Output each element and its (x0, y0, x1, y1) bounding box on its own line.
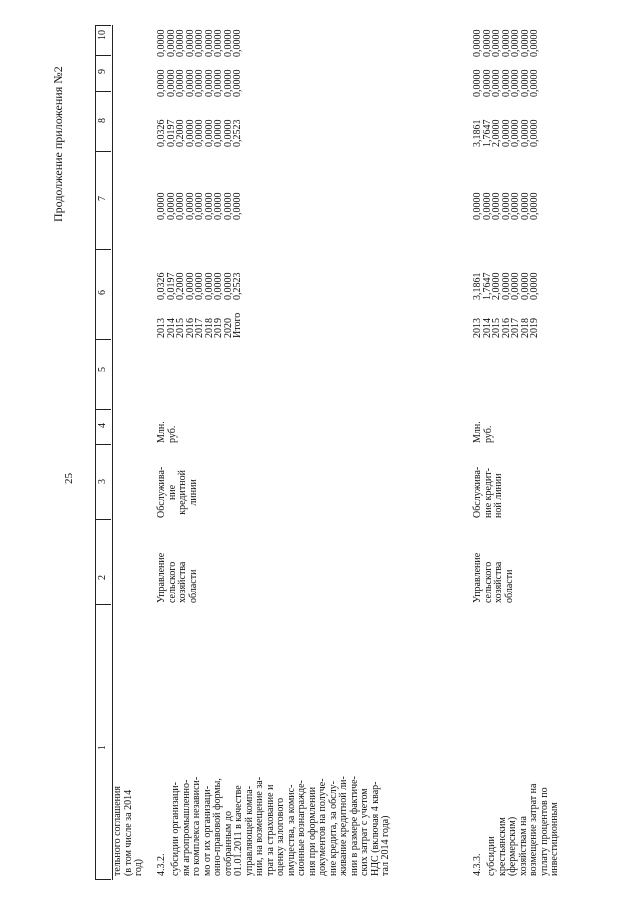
col-header-6: 6 (97, 290, 108, 295)
row-years: 2013 2014 2015 2016 2017 2018 2019 2020 Итого (156, 312, 243, 338)
col-divider (95, 25, 111, 26)
row-unit: Млн. руб. (156, 421, 178, 443)
row-description: субсидии организаци- ям агропромышленно- го комплекса независи- мо от их организаци- онно-правовой формы, отобранным до 01.01.2011 в качестве управляющей компа- нии, на возмещение за- трат за страхование и оценку залогового имущества, за комис- сионные вознагражде- ния при оформлении документов на получе- ние кредита, за обслу- живание кредитной ли- нии в размере фактиче- ских затрат с учетом НДС (включая 4 квар- тал 2014 года) (170, 776, 391, 876)
row-executor: Управление сельского хозяйства области (472, 552, 515, 603)
page-number: 25 (63, 473, 75, 484)
row-years: 2013 2014 2015 2016 2017 2018 2019 (472, 318, 540, 338)
col-divider (95, 519, 111, 520)
col-divider (95, 604, 111, 605)
row-col6: 0,0326 0,0197 0,2000 0,0000 0,0000 0,0000 0,0000 0,0000 0,2523 (156, 272, 243, 300)
row-col9: 0,0000 0,0000 0,0000 0,0000 0,0000 0,0000 0,0000 (472, 69, 540, 97)
col-divider (95, 55, 111, 56)
row-event: Обслужива- ние кредит- ной линии (472, 466, 504, 518)
row-number: 4.3.2. (156, 853, 167, 876)
col-header-2: 2 (97, 575, 108, 580)
table-header-row (95, 25, 113, 880)
row-col10: 0,0000 0,0000 0,0000 0,0000 0,0000 0,0000 0,0000 0,0000 0,0000 (156, 29, 243, 57)
page-heading: Продолжение приложения №2 (51, 66, 65, 222)
col-divider (95, 339, 111, 340)
col-header-9: 9 (97, 69, 108, 74)
col-divider (95, 91, 111, 92)
col-header-1: 1 (97, 745, 108, 750)
row-number: 4.3.3. (472, 853, 483, 876)
row-executor: Управление сельского хозяйства области (156, 552, 199, 603)
col-divider (95, 879, 111, 880)
col-header-10: 10 (97, 30, 108, 40)
col-header-4: 4 (97, 423, 108, 428)
row-col8: 0,0326 0,0197 0,2000 0,0000 0,0000 0,0000 0,0000 0,0000 0,2523 (156, 119, 243, 147)
row-event: Обслужива- ние кредитной линии (156, 466, 199, 518)
row-col6: 3,1861 1,7647 2,0000 0,0000 0,0000 0,0000 0,0000 (472, 272, 540, 300)
row-col7: 0,0000 0,0000 0,0000 0,0000 0,0000 0,0000 0,0000 0,0000 0,0000 (156, 192, 243, 220)
prev-row-text: тельного соглашения (в том числе за 2014 год) (112, 786, 144, 876)
data-table (95, 25, 560, 880)
row-col8: 3,1861 1,7647 2,0000 0,0000 0,0000 0,0000 0,0000 (472, 119, 540, 147)
row-col9: 0,0000 0,0000 0,0000 0,0000 0,0000 0,0000 0,0000 0,0000 0,0000 (156, 69, 243, 97)
col-header-8: 8 (97, 118, 108, 123)
row-description: субсидии крестьянским (фермерским) хозяйствам на возмещение затрат на уплату процентов по инвестиционным (486, 783, 560, 876)
col-divider (95, 151, 111, 152)
row-col7: 0,0000 0,0000 0,0000 0,0000 0,0000 0,0000 0,0000 (472, 192, 540, 220)
col-divider (95, 444, 111, 445)
row-col10: 0,0000 0,0000 0,0000 0,0000 0,0000 0,0000 0,0000 (472, 29, 540, 57)
col-header-3: 3 (97, 479, 108, 484)
col-header-5: 5 (97, 367, 108, 372)
col-divider (95, 409, 111, 410)
row-unit: Млн. руб. (472, 421, 494, 443)
col-header-7: 7 (97, 196, 108, 201)
col-divider (95, 249, 111, 250)
